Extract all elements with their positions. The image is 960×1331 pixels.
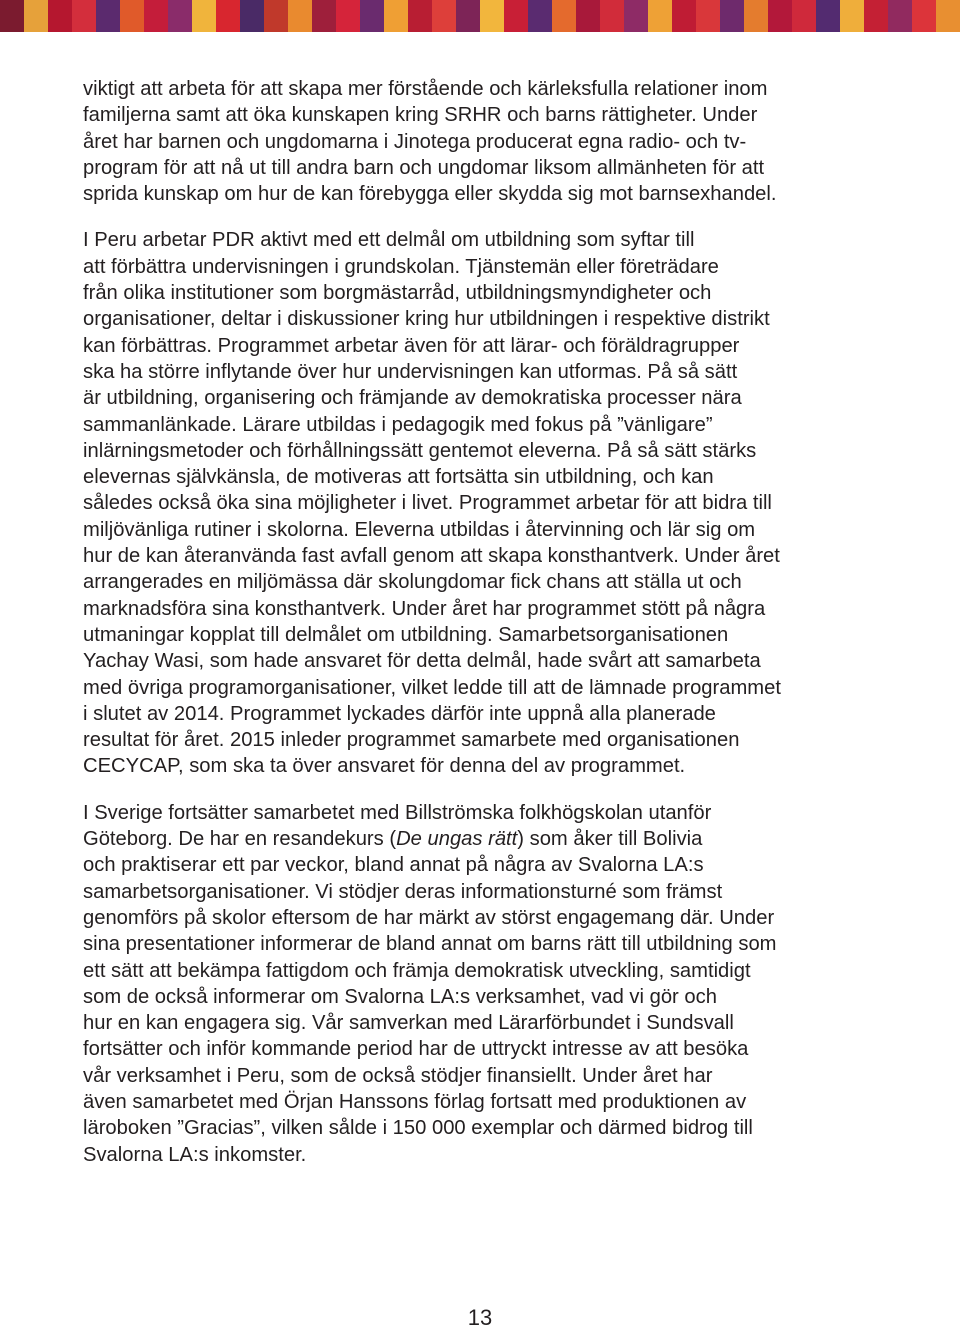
stripe-segment	[744, 0, 768, 32]
stripe-segment	[144, 0, 168, 32]
page-number: 13	[467, 1305, 493, 1330]
stripe-segment	[576, 0, 600, 32]
stripe-segment	[696, 0, 720, 32]
text-line: är utbildning, organisering och främjande av demokratiska processer nära	[83, 387, 742, 410]
course-title: De ungas rätt	[396, 828, 518, 851]
paragraph-sverige	[83, 800, 883, 1168]
text-line: vår verksamhet i Peru, som de också stödjer finansiellt. Under året har	[83, 1064, 713, 1087]
stripe-segment	[72, 0, 96, 32]
text-line: som de också informerar om Svalorna LA:s verksamhet, vad vi gör och	[83, 985, 717, 1008]
stripe-segment	[768, 0, 792, 32]
stripe-segment	[936, 0, 960, 32]
stripe-segment	[648, 0, 672, 32]
text-line: CECYCAP, som ska ta över ansvaret för denna del av programmet.	[83, 755, 686, 778]
stripe-segment	[864, 0, 888, 32]
text-line: i slutet av 2014. Programmet lyckades därför inte uppnå alla planerade	[83, 702, 716, 725]
page-body	[83, 76, 883, 1188]
text-line: resultat för året. 2015 inleder programmet samarbete med organisationen	[83, 729, 740, 752]
text-line: Svalorna LA:s inkomster.	[83, 1143, 307, 1166]
stripe-segment	[504, 0, 528, 32]
stripe-segment	[384, 0, 408, 32]
decorative-color-stripe	[0, 0, 960, 32]
text-line: program för att nå ut till andra barn och ungdomar liksom allmänheten för att	[83, 156, 765, 179]
paragraph-nicaragua	[83, 76, 883, 207]
text-line: organisationer, deltar i diskussioner kring hur utbildningen i respektive distrikt	[83, 308, 770, 331]
stripe-segment	[816, 0, 840, 32]
text-line: även samarbetet med Örjan Hanssons förlag fortsatt med produktionen av	[83, 1090, 747, 1113]
text-line: inlärningsmetoder och förhållningssätt gentemot eleverna. På så sätt stärks	[83, 439, 757, 462]
text-line: året har barnen och ungdomarna i Jinotega producerat egna radio- och tv-	[83, 130, 747, 153]
stripe-segment	[432, 0, 456, 32]
text-line: viktigt att arbeta för att skapa mer förstående och kärleksfulla relationer inom	[83, 78, 768, 100]
text-line: att förbättra undervisningen i grundskolan. Tjänstemän eller företrädare	[83, 255, 719, 278]
text-line: miljövänliga rutiner i skolorna. Eleverna utbildas i återvinning och lär sig om	[83, 518, 756, 541]
text-line: familjerna samt att öka kunskapen kring SRHR och barns rättigheter. Under	[83, 104, 758, 127]
text-line: sprida kunskap om hur de kan förebygga eller skydda sig mot barnsexhandel.	[83, 183, 777, 206]
stripe-segment	[912, 0, 936, 32]
stripe-segment	[528, 0, 552, 32]
stripe-segment	[792, 0, 816, 32]
stripe-segment	[408, 0, 432, 32]
stripe-segment	[0, 0, 24, 32]
stripe-segment	[480, 0, 504, 32]
stripe-segment	[624, 0, 648, 32]
stripe-segment	[264, 0, 288, 32]
stripe-segment	[96, 0, 120, 32]
text-line: I Peru arbetar PDR aktivt med ett delmål om utbildning som syftar till	[83, 229, 695, 252]
stripe-segment	[48, 0, 72, 32]
text-line: sina presentationer informerar de bland annat om barns rätt till utbildning som	[83, 933, 777, 956]
text-line: samarbetsorganisationer. Vi stödjer deras informationsturné som främst	[83, 880, 723, 903]
text-line: fortsätter och inför kommande period har de uttryckt intresse av att besöka	[83, 1038, 749, 1061]
text-line: läroboken ”Gracias”, vilken sålde i 150 000 exemplar och därmed bidrog till	[83, 1117, 753, 1140]
stripe-segment	[312, 0, 336, 32]
text-line: ska ha större inflytande över hur undervisningen kan utformas. På så sätt	[83, 360, 738, 383]
text-line: hur en kan engagera sig. Vår samverkan med Lärarförbundet i Sundsvall	[83, 1012, 734, 1035]
text-line: Yachay Wasi, som hade ansvaret för detta delmål, hade svårt att samarbeta	[83, 650, 761, 673]
stripe-segment	[168, 0, 192, 32]
text-line: marknadsföra sina konsthantverk. Under året har programmet stött på några	[83, 597, 766, 620]
text-line: från olika institutioner som borgmästarråd, utbildningsmyndigheter och	[83, 282, 712, 305]
stripe-segment	[216, 0, 240, 32]
text-line: hur de kan återanvända fast avfall genom att skapa konsthantverk. Under året	[83, 545, 780, 568]
stripe-segment	[360, 0, 384, 32]
text-line: Göteborg. De har en resandekurs (De ungas rätt) som åker till Bolivia	[83, 828, 703, 851]
text-line: och praktiserar ett par veckor, bland annat på några av Svalorna LA:s	[83, 854, 704, 877]
text-line: I Sverige fortsätter samarbetet med Billströmska folkhögskolan utanför	[83, 801, 712, 824]
text-line: således också öka sina möjligheter i livet. Programmet arbetar för att bidra till	[83, 492, 772, 515]
text-line: kan förbättras. Programmet arbetar även för att lärar- och föräldragrupper	[83, 334, 740, 357]
text-line: genomförs på skolor eftersom de har märkt av störst engagemang där. Under	[83, 906, 775, 929]
stripe-segment	[840, 0, 864, 32]
text-line: ett sätt att bekämpa fattigdom och främja demokratisk utveckling, samtidigt	[83, 959, 751, 982]
stripe-segment	[288, 0, 312, 32]
stripe-segment	[456, 0, 480, 32]
text-line: elevernas självkänsla, de motiveras att fortsätta sin utbildning, och kan	[83, 466, 714, 489]
stripe-segment	[192, 0, 216, 32]
stripe-segment	[672, 0, 696, 32]
stripe-segment	[24, 0, 48, 32]
stripe-segment	[240, 0, 264, 32]
text-line: utmaningar kopplat till delmålet om utbildning. Samarbetsorganisationen	[83, 623, 729, 646]
stripe-segment	[120, 0, 144, 32]
stripe-segment	[600, 0, 624, 32]
stripe-segment	[720, 0, 744, 32]
text-line: med övriga programorganisationer, vilket ledde till att de lämnade programmet	[83, 676, 781, 699]
stripe-segment	[888, 0, 912, 32]
text-line: sammanlänkade. Lärare utbildas i pedagogik med fokus på ”vänligare”	[83, 413, 713, 436]
stripe-segment	[552, 0, 576, 32]
paragraph-peru	[83, 227, 883, 779]
stripe-segment	[336, 0, 360, 32]
text-line: arrangerades en miljömässa där skolungdomar fick chans att ställa ut och	[83, 571, 742, 594]
